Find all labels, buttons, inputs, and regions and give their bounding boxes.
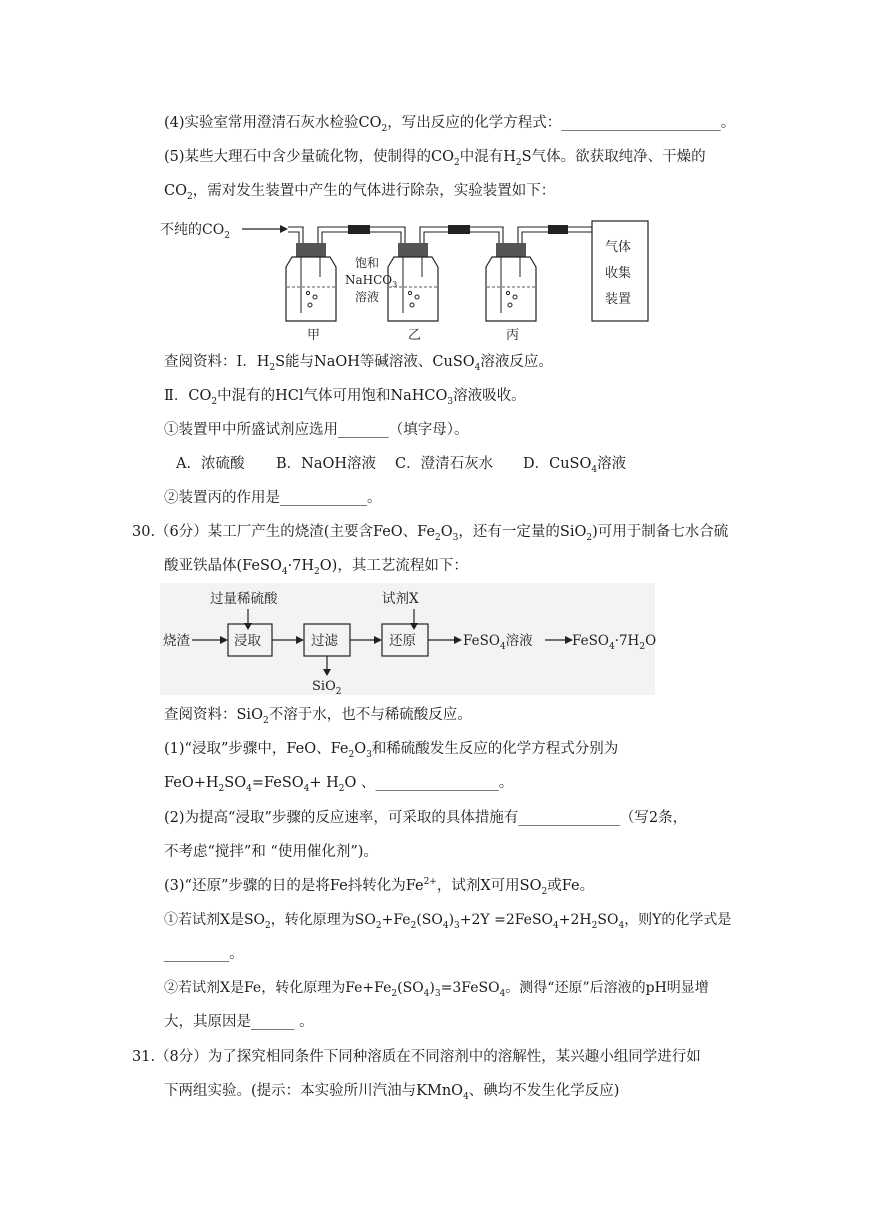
box-text-1: 气体 xyxy=(605,240,632,255)
q29-part5: (5)某些大理石中含少量硫化物，使制得的$CO_2$中混有$H_2S$气体。欲获取纯净、干燥的 xyxy=(164,149,706,168)
inlet-arrowhead xyxy=(280,225,288,233)
label-yi: 乙 xyxy=(408,328,422,343)
reagent-label-3: 溶液 xyxy=(355,290,380,304)
q29-part4: (4)实验室常用澄清石灰水检验$CO_2$，写出反应的化学方程式：______________________。 xyxy=(164,115,736,134)
option-d: D．CuSO$_4$溶液 xyxy=(523,456,627,475)
bottle-jia xyxy=(286,243,336,321)
q29-subquestion-1: ①装置甲中所盛试剂应选用_______（填字母）。 xyxy=(164,422,469,438)
apparatus-figure xyxy=(160,215,655,345)
q30-step1: (1)“浸取”步骤中，FeO、$Fe_2O_3$和稀硫酸发生反应的化学方程式分别为 xyxy=(164,741,619,760)
rubber-joint-2 xyxy=(448,225,470,234)
flow-box-filter-label: 过滤 xyxy=(311,633,338,649)
q31-stem-line2: 下两组实验。(提示：本实验所川汽油与KMnO$_4$、碘均不发生化学反应) xyxy=(164,1083,620,1102)
q30-stem-line1: 30.（6分）某工厂产生的烧渣(主要含FeO、$Fe_2O_3$，还有一定量的SiO$_2$)可用于制备七水合硫 xyxy=(132,524,729,543)
flow-product-crystal: $FeSO_4\cdot 7H_2O$ xyxy=(572,633,657,652)
option-c: C．澄清石灰水 xyxy=(395,456,494,472)
label-jia: 甲 xyxy=(307,328,321,343)
process-flow-figure xyxy=(160,583,655,695)
q30-step3-b-cont: 大，其原因是______ 。 xyxy=(164,1014,314,1030)
rubber-joint-3 xyxy=(548,225,568,234)
q29-subquestion-2: ②装置丙的作用是____________。 xyxy=(164,490,382,506)
q29-part5-cont: $CO_2$，需对发生装置中产生的气体进行除杂，实验装置如下： xyxy=(164,183,556,202)
option-b: B．NaOH溶液 xyxy=(276,456,377,472)
box-text-3: 装置 xyxy=(605,292,632,307)
flow-box-reduce-label: 还原 xyxy=(389,633,416,649)
q30-stem-line2: 酸亚铁晶体$(FeSO_4\cdot 7H_2O)$，其工艺流程如下： xyxy=(164,558,468,577)
reagent-label-2: NaHCO$_3$ xyxy=(345,273,398,289)
impure-co2-label: 不纯的$CO_2$ xyxy=(160,222,230,241)
flow-label-acid: 过量稀硫酸 xyxy=(210,591,278,607)
q30-step3-b: ②若试剂X是Fe，转化原理为$Fe+Fe_2(SO_4)_3=3FeSO_4$。测得“还原”后溶液的pH明显增 xyxy=(164,980,709,999)
q30-info: 查阅资料：SiO$_2$不溶于水，也不与稀硫酸反应。 xyxy=(164,707,472,726)
rubber-joint-1 xyxy=(348,225,370,234)
option-a: A．浓硫酸 xyxy=(176,456,245,472)
q30-step2-cont: 不考虑“搅拌”和 “使用催化剂”)。 xyxy=(164,844,378,860)
flow-label-reagent-x: 试剂X xyxy=(382,591,419,607)
q29-info-2: Ⅱ．$CO_2$中混有的HCl气体可用饱和NaHCO$_3$溶液吸收。 xyxy=(164,388,526,407)
q30-step3-a: ①若试剂X是$SO_2$，转化原理为$SO_2+Fe_2(SO_4)_3+2Y$ $=2FeSO_4+2H_2SO_4$，则Y的化学式是 xyxy=(164,912,732,931)
q30-step1-equation: $FeO+H_2SO_4=FeSO_4+ H_2O$ 、_________________。 xyxy=(164,775,514,794)
flow-product-solution: FeSO$_4$溶液 xyxy=(463,633,533,652)
flow-sio2: SiO$_2$ xyxy=(312,679,342,697)
tube-in-jia xyxy=(288,227,303,243)
bottle-bing xyxy=(486,243,536,321)
box-text-2: 收集 xyxy=(605,266,632,281)
q30-step3: (3)“还原”步骤的日的是将Fe抖转化为$Fe^{2+}$，试剂X可用$SO_2$或Fe。 xyxy=(164,877,595,897)
q30-step3-a-blank: _________。 xyxy=(164,946,244,962)
label-bing: 丙 xyxy=(506,328,520,343)
q31-stem-line1: 31.（8分）为了探究相同条件下同种溶质在不同溶剂中的溶解性，某兴趣小组同学进行如 xyxy=(132,1049,701,1065)
q29-info-1: 查阅资料：I．$H_2S$能与NaOH等碱溶液、CuSO$_4$溶液反应。 xyxy=(164,354,553,373)
flow-box-leach-label: 浸取 xyxy=(234,633,261,649)
q30-step2: (2)为提高“浸取”步骤的反应速率，可采取的具体措施有______________（写2条， xyxy=(164,810,688,826)
reagent-label-1: 饱和 xyxy=(355,256,380,270)
flow-start-slag: 烧渣 xyxy=(163,633,190,649)
